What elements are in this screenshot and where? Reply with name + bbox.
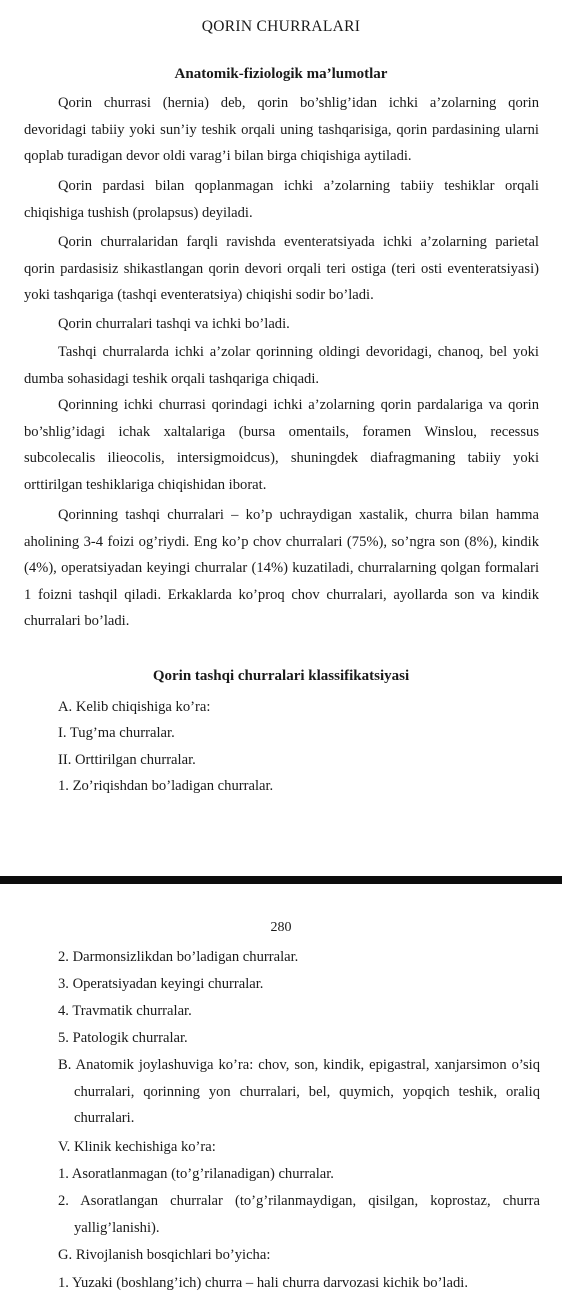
list-item: 2. Asoratlangan churralar (to’g’rilanmaydigan, qisilgan, koprostaz, churra yallig’lanishi). <box>58 1193 540 1236</box>
paragraph: Qorin churrasi (hernia) deb, qorin bo’shlig’idan ichki a’zolarning qorin devoridagi tabiiy yoki sun’iy teshik orqali uning tashqarisiga, qorin pardasining ularni qoplab turadigan devor oldi varag’i bilan birga chiqishiga aytiladi. <box>24 95 539 164</box>
list-item: 4. Travmatik churralar. <box>58 1003 192 1019</box>
paragraph: Qorin pardasi bilan qoplanmagan ichki a’zolarning tabiiy teshiklar orqali chiqishiga tushish (prolapsus) deyiladi. <box>24 178 539 221</box>
paragraph: Tashqi churralarda ichki a’zolar qorinning oldingi devoridagi, chanoq, bel yoki dumba sohasidagi teshik orqali tashqariga chiqadi. <box>24 344 539 387</box>
section-heading-anatomy: Anatomik-fiziologik ma’lumotlar <box>174 66 388 82</box>
page-title: QORIN CHURRALARI <box>201 18 361 35</box>
list-item: I. Tug’ma churralar. <box>58 725 175 741</box>
paragraph: Qorinning ichki churrasi qorindagi ichki a’zolarning qorin pardalariga va qorin bo’shlig’idagi ichak xaltalariga (bursa omentails, foramen Winslou, recessus subcolecalis ilieocolis, intersigmoidcus), shuningdek diafragmaning tabiiy yoki orttirilgan teshiklariga chiqishidan iborat. <box>24 397 539 493</box>
paragraph: Qorin churralari tashqi va ichki bo’ladi. <box>58 316 290 332</box>
page-divider <box>0 876 562 884</box>
list-item: G. Rivojlanish bosqichlari bo’yicha: <box>58 1247 271 1263</box>
list-item: II. Orttirilgan churralar. <box>58 752 196 768</box>
list-item: 5. Patologik churralar. <box>58 1030 188 1046</box>
list-item: 3. Operatsiyadan keyingi churralar. <box>58 976 264 992</box>
section-heading-classification: Qorin tashqi churralari klassifikatsiyasi <box>152 668 410 684</box>
list-item: 1. Zo’riqishdan bo’ladigan churralar. <box>58 778 274 794</box>
list-item: V. Klinik kechishiga ko’ra: <box>58 1139 216 1155</box>
paragraph: Qorin churralaridan farqli ravishda eventeratsiyada ichki a’zolarning parietal qorin pardasisiz shikastlangan qorin devori orqali teri ostiga (teri osti eventeratsiyasi) yoki tashqariga (tashqi eventeratsiya) chiqishi sodir bo’ladi. <box>24 234 539 303</box>
list-item: 2. Darmonsizlikdan bo’ladigan churralar. <box>58 949 299 965</box>
paragraph: Qorinning tashqi churralari – ko’p uchraydigan xastalik, churra bilan hamma aholining 3-4 foizi og’riydi. Eng ko’p chov churralari (75%), so’ngra son (8%), kindik (4%), operatsiyadan keyingi churralar (14%) kuzatiladi, churralarning qolgan formalari 1 foizni tashqil qiladi. Erkaklarda ko’proq chov churralari, ayollarda son va kindik churralari bo’ladi. <box>24 507 539 629</box>
list-item: 1. Asoratlanmagan (to’g’rilanadigan) churralar. <box>58 1166 334 1182</box>
truncated-list-item: 1. Yuzaki (boshlang’ich) churra – hali churra darvozasi kichik bo’ladi. <box>58 1275 468 1291</box>
list-item: B. Anatomik joylashuviga ko’ra: chov, son, kindik, epigastral, xanjarsimon o’siq churralari, qorinning yon churralari, bel, quymich, yopqich teshik, oraliq churralari. <box>58 1057 540 1126</box>
page-number: 280 <box>270 920 292 935</box>
list-item: A. Kelib chiqishiga ko’ra: <box>58 699 211 715</box>
